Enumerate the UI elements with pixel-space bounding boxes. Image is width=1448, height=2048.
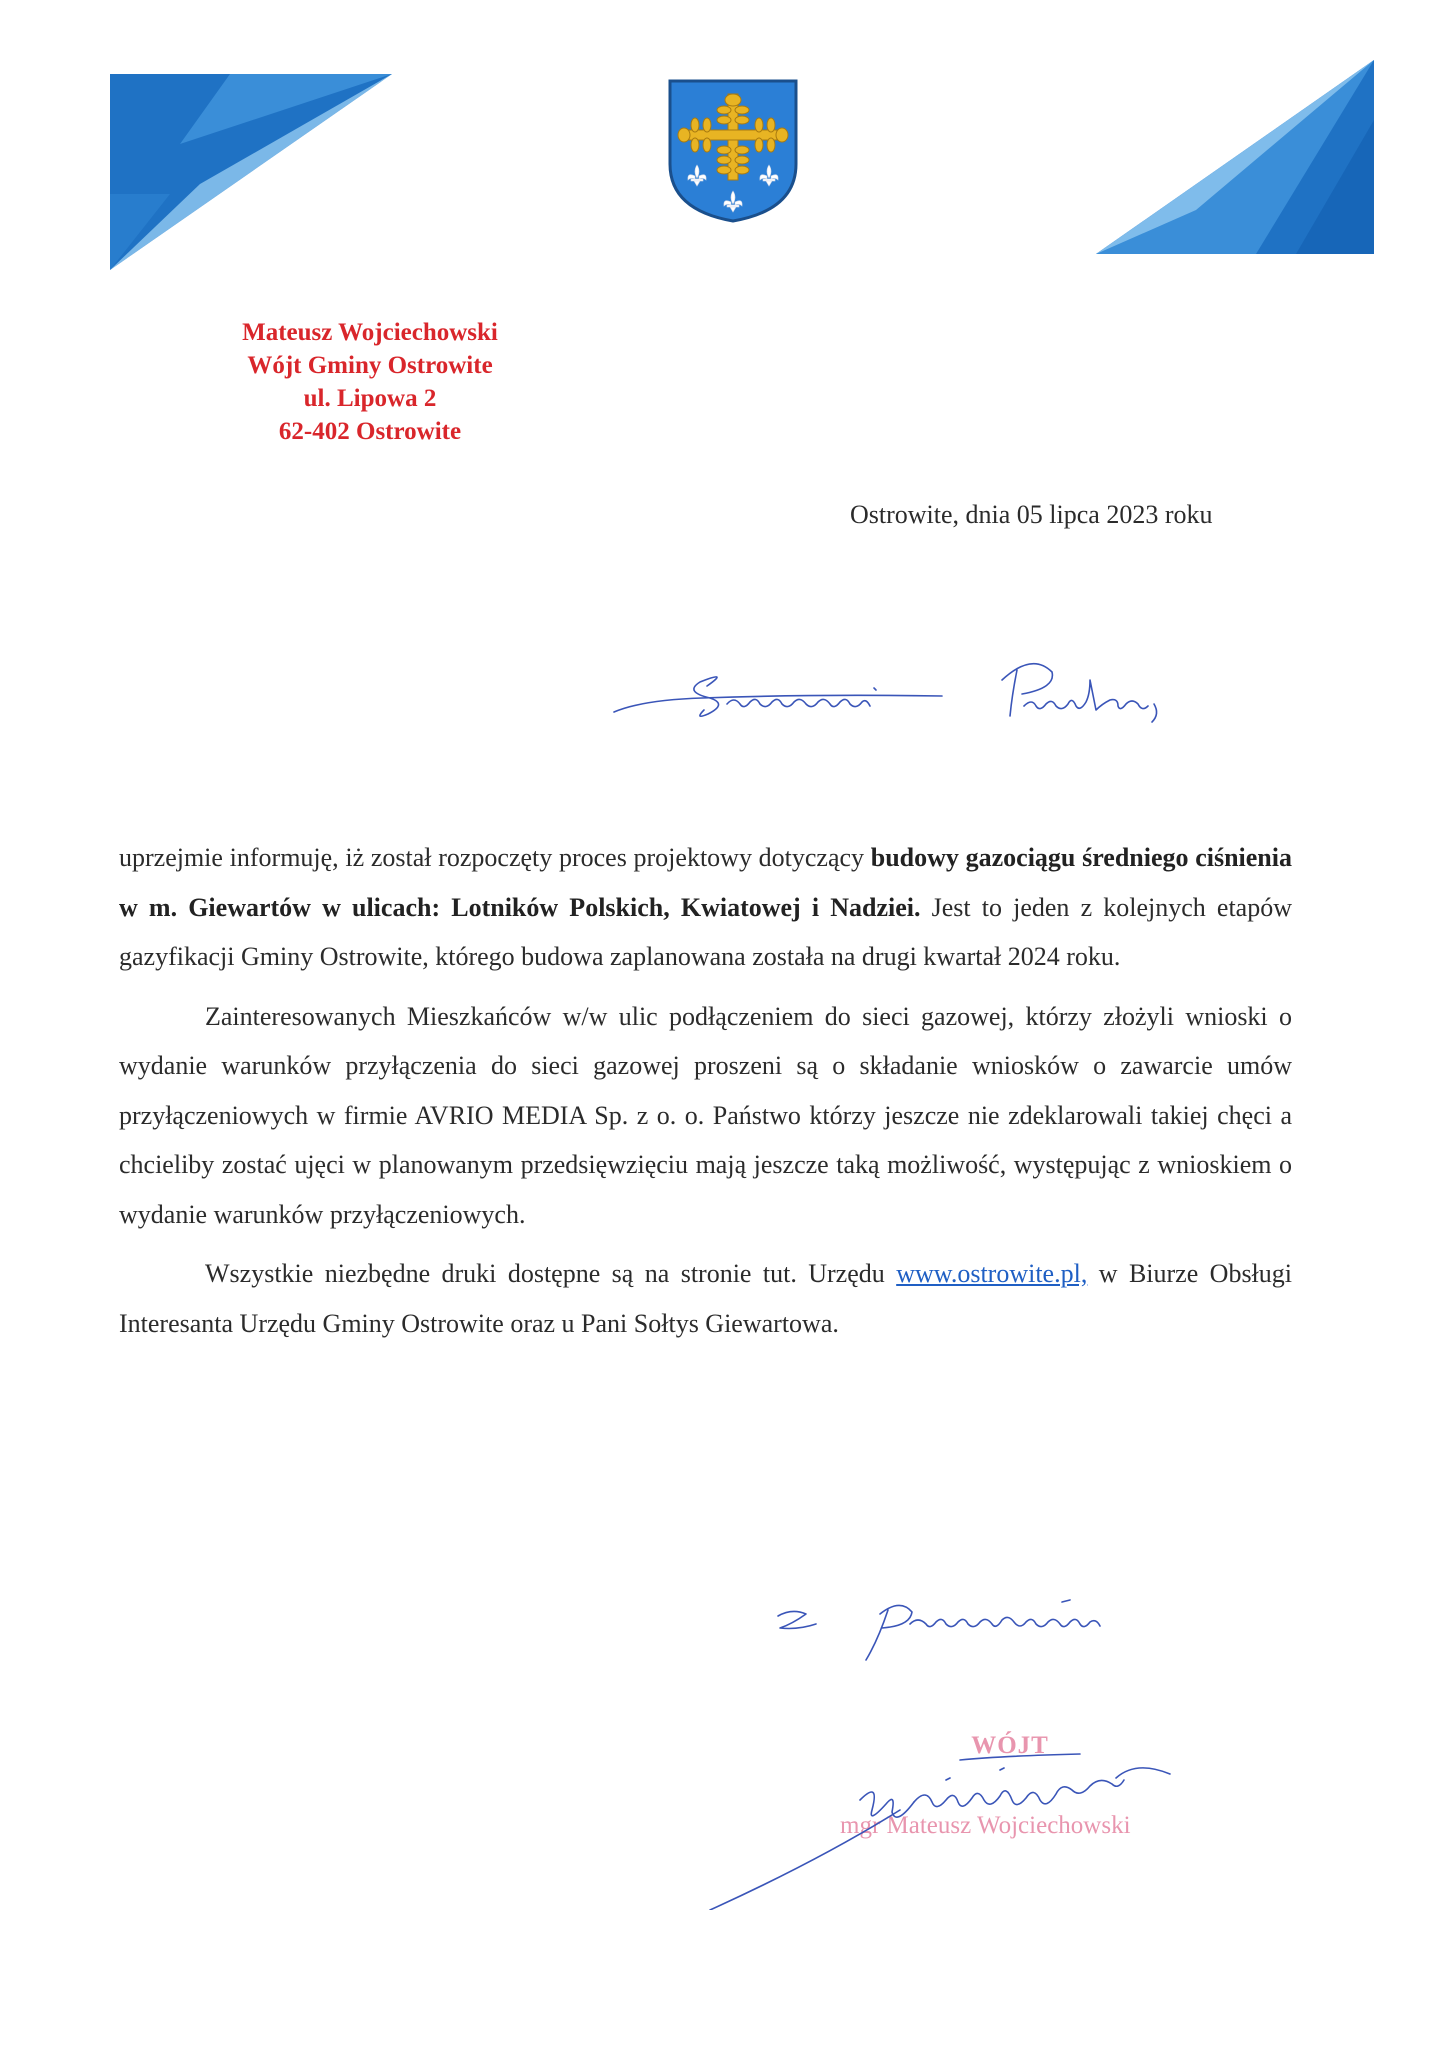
stamp-title: WÓJT: [971, 1732, 1049, 1759]
letter-body: [119, 833, 1292, 1348]
date-line: Ostrowite, dnia 05 lipca 2023 roku: [850, 500, 1213, 529]
body-paragraph-3-after-link: w Biurze Obsługi Interesanta Urzędu Gminy Ostrowite oraz u Pani Sołtys Giewartowa.: [119, 1259, 1293, 1338]
sender-street: ul. Lipowa 2: [303, 385, 437, 412]
sender-address-block: [190, 316, 550, 448]
body-paragraph-3: [119, 1249, 1292, 1348]
body-paragraph-2: Zainteresowanych Mieszkańców w/w ulic podłączeniem do sieci gazowej, którzy złożyli wnioski o wydanie warunków przyłączenia do sieci gazowej proszeni są o składanie wniosków o zawarcie umów przyłączeniowych w firmie AVRIO MEDIA Sp. z o. o. Państwo którzy jeszcze nie zdeklarowali takiej chęci a chcieliby zostać ujęci w planowanym przedsięwzięciu mają jeszcze taką możliwość, występując z wnioskiem o wydanie warunków przyłączeniowych.: [119, 1001, 1292, 1229]
handwritten-signature: [700, 1740, 1180, 1910]
handwritten-closing: [770, 1580, 1210, 1680]
body-paragraph-1: [119, 833, 1292, 982]
body-paragraph-3-before-link: Wszystkie niezbędne druki dostępne są na stronie tut. Urzędu: [205, 1259, 897, 1288]
header-decoration-left: [110, 74, 392, 270]
header-decoration-right: [1096, 60, 1374, 254]
stamp-name: mgr Mateusz Wojciechowski: [840, 1812, 1131, 1839]
handwritten-salutation: [612, 640, 1212, 750]
body-paragraph-1-rest: Jest to jeden z kolejnych etapów gazyfikacji Gminy Ostrowite, którego budowa zaplanowana została na drugi kwartał 2024 roku.: [119, 892, 1292, 971]
sender-name: Mateusz Wojciechowski: [242, 319, 498, 346]
website-link[interactable]: www.ostrowite.pl,: [896, 1259, 1088, 1288]
sender-title: Wójt Gminy Ostrowite: [247, 352, 493, 379]
sender-city: 62-402 Ostrowite: [278, 418, 462, 445]
body-paragraph-1-intro: uprzejmie informuję, iż został rozpoczęty proces projektowy dotyczący: [119, 843, 871, 872]
coat-of-arms-icon: [667, 78, 799, 224]
body-paragraph-1-bold: budowy gazociągu średniego ciśnienia w m. Giewartów w ulicach: Lotników Polskich, Kwiatowej i Nadziei.: [119, 843, 1292, 922]
